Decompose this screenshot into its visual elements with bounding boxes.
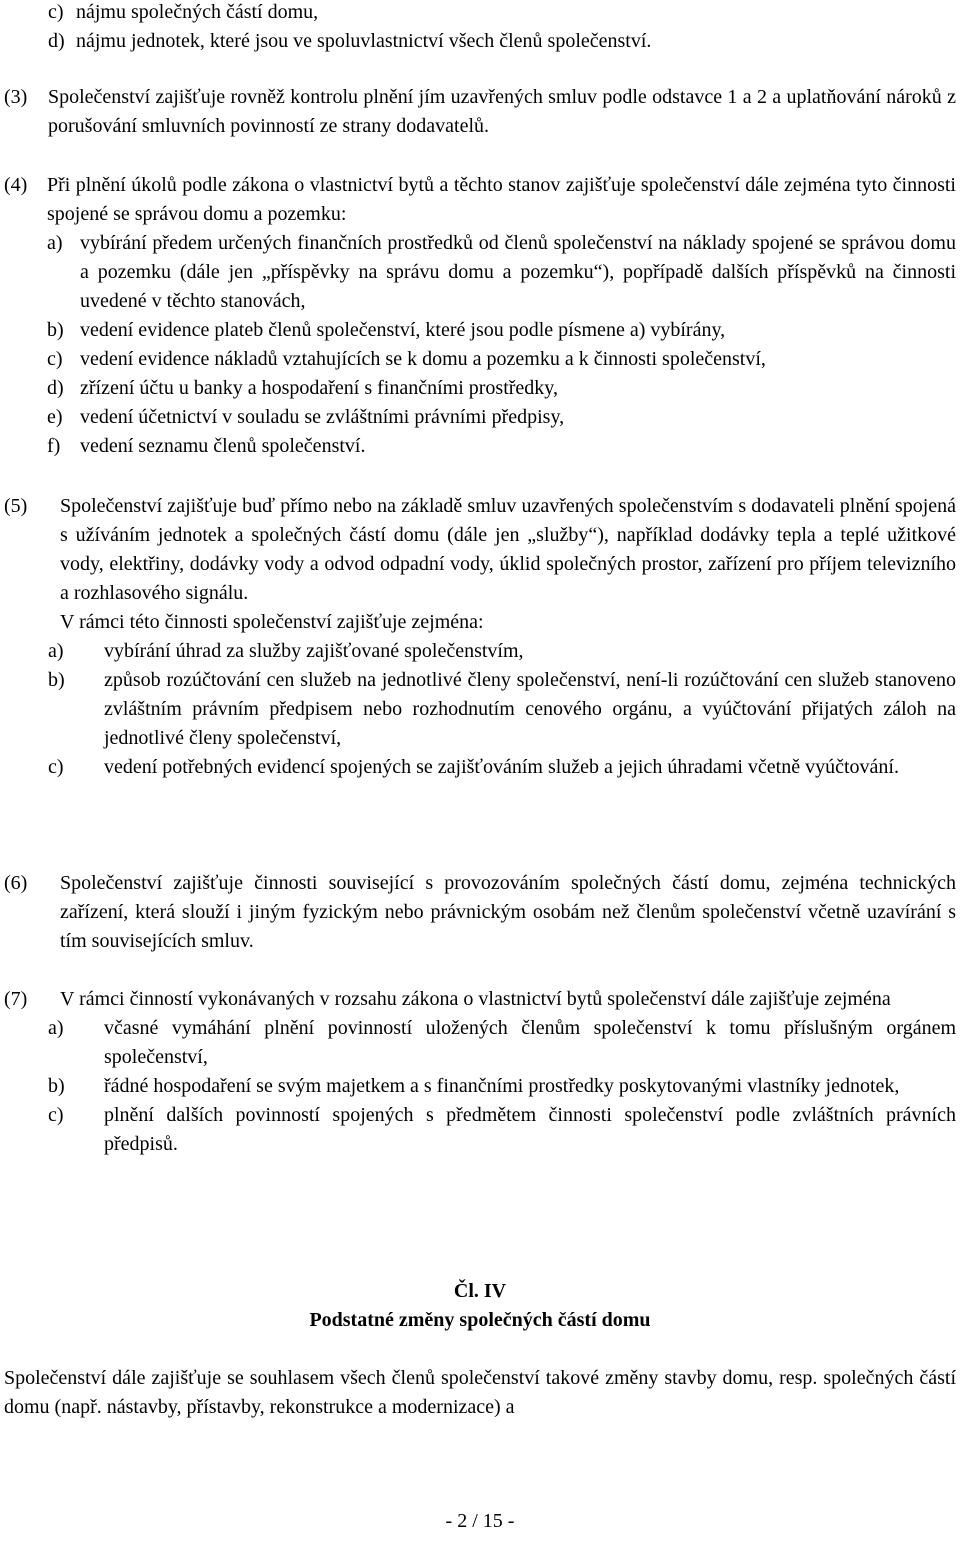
item-label: b): [48, 1075, 65, 1097]
paragraph-text: Společenství zajišťuje činnosti související s provozováním společných částí domu, zejména technických zařízení, která slouží i jiným fyzickým nebo právnickým osobám než členům společenství včetně uzavírání s tím souvisejících smluv.: [60, 872, 956, 952]
paragraph-4: [4, 171, 956, 461]
paragraph-text: V rámci činností vykonávaných v rozsahu zákona o vlastnictví bytů společenství dále zajišťuje zejména: [60, 988, 891, 1010]
paragraph-number: (4): [4, 174, 28, 196]
item-label: d): [47, 377, 64, 399]
item-text: vedení účetnictví v souladu se zvláštními právními předpisy,: [80, 406, 565, 428]
page-number: - 2 / 15 -: [445, 1510, 515, 1532]
list-item: [47, 229, 956, 316]
item-text: vedení evidence nákladů vztahujících se k domu a pozemku a k činnosti společenství,: [80, 348, 766, 370]
item-label: c): [48, 756, 64, 778]
list-item: [48, 27, 956, 56]
list-item: [48, 753, 956, 782]
article-number: Čl. IV: [453, 1280, 507, 1302]
list-item: [47, 403, 956, 432]
item-text: řádné hospodaření se svým majetkem a s finančními prostředky poskytovanými vlastníky jednotek,: [104, 1075, 900, 1097]
paragraph-number: (5): [4, 495, 28, 517]
list-item: [47, 316, 956, 345]
item-text: vedení seznamu členů společenství.: [80, 435, 366, 457]
paragraph-text: Při plnění úkolů podle zákona o vlastnictví bytů a těchto stanov zajišťuje společenství dále zejména tyto činnosti spojené se správou domu a pozemku:: [47, 174, 956, 225]
list-item: [48, 1101, 956, 1159]
paragraph-5-list: [4, 637, 956, 782]
list-item: [47, 432, 956, 461]
item-label: c): [48, 1104, 64, 1126]
list-item: [48, 0, 956, 27]
item-label: e): [47, 406, 63, 428]
paragraph-5-sub-intro: V rámci této činnosti společenství zajišťuje zejména:: [60, 611, 484, 633]
list-item: [48, 637, 956, 666]
paragraph-7: [4, 985, 956, 1159]
item-label: f): [47, 435, 61, 457]
paragraph-4-list: [4, 229, 956, 461]
list-item: [47, 345, 956, 374]
item-text: vybírání úhrad za služby zajišťované společenstvím,: [104, 640, 524, 662]
list-item: [48, 1014, 956, 1072]
paragraph-number: (3): [4, 86, 28, 108]
item-text: nájmu jednotek, které jsou ve spoluvlastnictví všech členů společenství.: [76, 30, 652, 52]
closing-paragraph: Společenství dále zajišťuje se souhlasem všech členů společenství takové změny stavby domu, resp. společných částí domu (např. nástavby, přístavby, rekonstrukce a modernizace) a: [4, 1367, 956, 1418]
paragraph-7-list: [4, 1014, 956, 1159]
paragraph-6: [4, 869, 956, 956]
item-label: c): [48, 1, 64, 23]
list-item: [48, 1072, 956, 1101]
paragraph-text: Společenství zajišťuje buď přímo nebo na základě smluv uzavřených společenstvím s dodavateli plnění spojená s užíváním jednotek a společných částí domu (dále jen „služby“), například dodávky tepla a teplé užitkové vody, elektřiny, dodávky vody a odvod odpadní vody, úklid společných prostor, zařízení pro příjem televizního a rozhlasového signálu.: [60, 495, 956, 604]
item-text: vedení evidence plateb členů společenství, které jsou podle písmene a) vybírány,: [80, 319, 726, 341]
paragraph-number: (6): [4, 872, 28, 894]
item-label: a): [48, 1017, 64, 1039]
item-label: a): [48, 640, 64, 662]
paragraph-text: Společenství zajišťuje rovněž kontrolu plnění jím uzavřených smluv podle odstavce 1 a 2 a uplatňování nároků z porušování smluvních povinností ze strany dodavatelů.: [48, 86, 956, 137]
item-text: nájmu společných částí domu,: [76, 1, 319, 23]
intro-list: [48, 0, 956, 56]
article-title: Podstatné změny společných částí domu: [309, 1309, 651, 1331]
item-text: plnění dalších povinností spojených s předmětem činnosti společenství podle zvláštních právních předpisů.: [104, 1104, 956, 1155]
item-text: vedení potřebných evidencí spojených se zajišťováním služeb a jejich úhradami včetně vyúčtování.: [104, 756, 899, 778]
paragraph-3: [4, 83, 956, 141]
item-text: vybírání předem určených finančních prostředků od členů společenství na náklady spojené se správou domu a pozemku (dále jen „příspěvky na správu domu a pozemku“), popřípadě dalších příspěvků na činnosti uvedené v těchto stanovách,: [80, 232, 956, 312]
item-text: způsob rozúčtování cen služeb na jednotlivé členy společenství, není-li rozúčtování cen služeb stanoveno zvláštním právním předpisem nebo rozhodnutím cenového orgánu, a vyúčtování přijatých záloh na jednotlivé členy společenství,: [104, 669, 956, 749]
item-label: b): [47, 319, 64, 341]
list-item: [47, 374, 956, 403]
item-text: zřízení účtu u banky a hospodaření s finančními prostředky,: [80, 377, 559, 399]
paragraph-5: [4, 492, 956, 782]
item-label: c): [47, 348, 63, 370]
list-item: [48, 666, 956, 753]
item-label: b): [48, 669, 65, 691]
item-label: a): [47, 232, 63, 254]
item-label: d): [48, 30, 65, 52]
item-text: včasné vymáhání plnění povinností uložených členům společenství k tomu příslušným orgánem společenství,: [104, 1017, 956, 1068]
paragraph-number: (7): [4, 988, 28, 1010]
